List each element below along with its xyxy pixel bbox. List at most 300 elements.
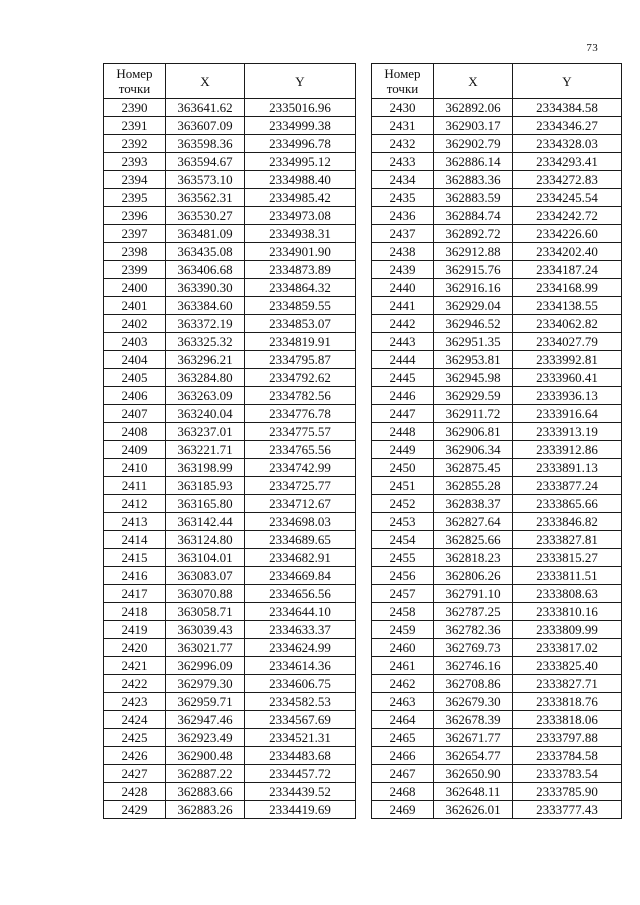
x-coordinate-cell: 363594.67 — [166, 153, 245, 171]
header-point-line1: Номер — [116, 66, 153, 81]
table-row — [372, 261, 622, 279]
y-coordinate-cell: 2334656.56 — [245, 585, 356, 603]
header-point-number — [104, 64, 166, 99]
point-number-cell: 2429 — [104, 801, 166, 819]
x-coordinate-cell: 362953.81 — [434, 351, 513, 369]
table-row — [104, 99, 356, 117]
table-row — [372, 459, 622, 477]
y-coordinate-cell: 2334873.89 — [245, 261, 356, 279]
x-coordinate-cell: 362912.88 — [434, 243, 513, 261]
table-row — [372, 207, 622, 225]
y-coordinate-cell: 2334457.72 — [245, 765, 356, 783]
table-row — [104, 585, 356, 603]
x-coordinate-cell: 363221.71 — [166, 441, 245, 459]
x-coordinate-cell: 363598.36 — [166, 135, 245, 153]
y-coordinate-cell: 2334328.03 — [513, 135, 622, 153]
y-coordinate-cell: 2334782.56 — [245, 387, 356, 405]
y-coordinate-cell: 2333891.13 — [513, 459, 622, 477]
x-coordinate-cell: 362884.74 — [434, 207, 513, 225]
x-coordinate-cell: 363240.04 — [166, 405, 245, 423]
table-row — [372, 315, 622, 333]
point-number-cell: 2397 — [104, 225, 166, 243]
x-coordinate-cell: 362946.52 — [434, 315, 513, 333]
x-coordinate-cell: 363390.30 — [166, 279, 245, 297]
y-coordinate-cell: 2333815.27 — [513, 549, 622, 567]
point-number-cell: 2447 — [372, 405, 434, 423]
point-number-cell: 2430 — [372, 99, 434, 117]
y-coordinate-cell: 2333936.13 — [513, 387, 622, 405]
table-row — [104, 243, 356, 261]
point-number-cell: 2428 — [104, 783, 166, 801]
x-coordinate-cell: 362886.14 — [434, 153, 513, 171]
y-coordinate-cell: 2334988.40 — [245, 171, 356, 189]
table-row — [372, 531, 622, 549]
table-header-row — [104, 64, 356, 99]
table-row — [372, 171, 622, 189]
point-number-cell: 2395 — [104, 189, 166, 207]
table-row — [104, 369, 356, 387]
table-row — [104, 639, 356, 657]
x-coordinate-cell: 363284.80 — [166, 369, 245, 387]
x-coordinate-cell: 362746.16 — [434, 657, 513, 675]
point-number-cell: 2394 — [104, 171, 166, 189]
y-coordinate-cell: 2333808.63 — [513, 585, 622, 603]
y-coordinate-cell: 2334633.37 — [245, 621, 356, 639]
x-coordinate-cell: 363481.09 — [166, 225, 245, 243]
table-header-row — [372, 64, 622, 99]
point-number-cell: 2459 — [372, 621, 434, 639]
x-coordinate-cell: 363198.99 — [166, 459, 245, 477]
x-coordinate-cell: 362838.37 — [434, 495, 513, 513]
y-coordinate-cell: 2334765.56 — [245, 441, 356, 459]
table-row — [104, 675, 356, 693]
point-number-cell: 2414 — [104, 531, 166, 549]
x-coordinate-cell: 362708.86 — [434, 675, 513, 693]
y-coordinate-cell: 2333817.02 — [513, 639, 622, 657]
y-coordinate-cell: 2334996.78 — [245, 135, 356, 153]
point-number-cell: 2453 — [372, 513, 434, 531]
x-coordinate-cell: 363083.07 — [166, 567, 245, 585]
y-coordinate-cell: 2334346.27 — [513, 117, 622, 135]
table-row — [104, 603, 356, 621]
table-row — [104, 261, 356, 279]
table-row — [104, 297, 356, 315]
header-point-number — [372, 64, 434, 99]
table-row — [372, 333, 622, 351]
x-coordinate-cell: 362855.28 — [434, 477, 513, 495]
x-coordinate-cell: 362906.81 — [434, 423, 513, 441]
y-coordinate-cell: 2334689.65 — [245, 531, 356, 549]
table-row — [372, 243, 622, 261]
x-coordinate-cell: 362929.59 — [434, 387, 513, 405]
x-coordinate-cell: 363406.68 — [166, 261, 245, 279]
y-coordinate-cell: 2334582.53 — [245, 693, 356, 711]
table-row — [104, 117, 356, 135]
y-coordinate-cell: 2333960.41 — [513, 369, 622, 387]
point-number-cell: 2468 — [372, 783, 434, 801]
x-coordinate-cell: 363296.21 — [166, 351, 245, 369]
x-coordinate-cell: 362902.79 — [434, 135, 513, 153]
point-number-cell: 2454 — [372, 531, 434, 549]
x-coordinate-cell: 362915.76 — [434, 261, 513, 279]
x-coordinate-cell: 363185.93 — [166, 477, 245, 495]
point-number-cell: 2440 — [372, 279, 434, 297]
table-row — [104, 513, 356, 531]
y-coordinate-cell: 2333818.76 — [513, 693, 622, 711]
x-coordinate-cell: 362959.71 — [166, 693, 245, 711]
point-number-cell: 2464 — [372, 711, 434, 729]
x-coordinate-cell: 363607.09 — [166, 117, 245, 135]
table-row — [104, 621, 356, 639]
point-number-cell: 2439 — [372, 261, 434, 279]
y-coordinate-cell: 2334062.82 — [513, 315, 622, 333]
point-number-cell: 2418 — [104, 603, 166, 621]
table-row — [104, 405, 356, 423]
x-coordinate-cell: 363641.62 — [166, 99, 245, 117]
table-row — [104, 459, 356, 477]
x-coordinate-cell: 362900.48 — [166, 747, 245, 765]
point-number-cell: 2424 — [104, 711, 166, 729]
y-coordinate-cell: 2333916.64 — [513, 405, 622, 423]
y-coordinate-cell: 2334795.87 — [245, 351, 356, 369]
table-row — [104, 351, 356, 369]
y-coordinate-cell: 2334776.78 — [245, 405, 356, 423]
y-coordinate-cell: 2334242.72 — [513, 207, 622, 225]
page-number: 73 — [586, 42, 598, 54]
x-coordinate-cell: 362883.59 — [434, 189, 513, 207]
point-number-cell: 2461 — [372, 657, 434, 675]
point-number-cell: 2406 — [104, 387, 166, 405]
table-row — [104, 423, 356, 441]
y-coordinate-cell: 2333992.81 — [513, 351, 622, 369]
point-number-cell: 2422 — [104, 675, 166, 693]
x-coordinate-cell: 362825.66 — [434, 531, 513, 549]
point-number-cell: 2421 — [104, 657, 166, 675]
table-row — [372, 279, 622, 297]
point-number-cell: 2396 — [104, 207, 166, 225]
table-row — [104, 729, 356, 747]
x-coordinate-cell: 362654.77 — [434, 747, 513, 765]
x-coordinate-cell: 362883.36 — [434, 171, 513, 189]
table-row — [372, 675, 622, 693]
y-coordinate-cell: 2334864.32 — [245, 279, 356, 297]
x-coordinate-cell: 362875.45 — [434, 459, 513, 477]
table-row — [104, 747, 356, 765]
point-number-cell: 2401 — [104, 297, 166, 315]
x-coordinate-cell: 363124.80 — [166, 531, 245, 549]
y-coordinate-cell: 2334853.07 — [245, 315, 356, 333]
table-row — [104, 279, 356, 297]
header-point-line1: Номер — [384, 66, 421, 81]
header-point-line2: точки — [118, 81, 151, 96]
point-number-cell: 2402 — [104, 315, 166, 333]
y-coordinate-cell: 2333825.40 — [513, 657, 622, 675]
y-coordinate-cell: 2333809.99 — [513, 621, 622, 639]
point-number-cell: 2405 — [104, 369, 166, 387]
table-row — [372, 801, 622, 819]
point-number-cell: 2398 — [104, 243, 166, 261]
x-coordinate-cell: 362769.73 — [434, 639, 513, 657]
y-coordinate-cell: 2334819.91 — [245, 333, 356, 351]
table-row — [372, 639, 622, 657]
x-coordinate-cell: 362671.77 — [434, 729, 513, 747]
x-coordinate-cell: 363165.80 — [166, 495, 245, 513]
point-number-cell: 2392 — [104, 135, 166, 153]
x-coordinate-cell: 362648.11 — [434, 783, 513, 801]
point-number-cell: 2433 — [372, 153, 434, 171]
table-row — [372, 477, 622, 495]
table-row — [372, 189, 622, 207]
y-coordinate-cell: 2333865.66 — [513, 495, 622, 513]
table-row — [372, 441, 622, 459]
y-coordinate-cell: 2333785.90 — [513, 783, 622, 801]
table-row — [372, 153, 622, 171]
y-coordinate-cell: 2334938.31 — [245, 225, 356, 243]
table-row — [104, 189, 356, 207]
table-row — [372, 297, 622, 315]
y-coordinate-cell: 2334973.08 — [245, 207, 356, 225]
point-number-cell: 2420 — [104, 639, 166, 657]
y-coordinate-cell: 2334682.91 — [245, 549, 356, 567]
table-row — [104, 225, 356, 243]
point-number-cell: 2435 — [372, 189, 434, 207]
point-number-cell: 2462 — [372, 675, 434, 693]
table-row — [372, 117, 622, 135]
x-coordinate-cell: 363039.43 — [166, 621, 245, 639]
y-coordinate-cell: 2334483.68 — [245, 747, 356, 765]
table-row — [372, 711, 622, 729]
point-number-cell: 2407 — [104, 405, 166, 423]
point-number-cell: 2463 — [372, 693, 434, 711]
x-coordinate-cell: 362945.98 — [434, 369, 513, 387]
table-row — [372, 567, 622, 585]
y-coordinate-cell: 2334419.69 — [245, 801, 356, 819]
table-row — [372, 495, 622, 513]
point-number-cell: 2469 — [372, 801, 434, 819]
x-coordinate-cell: 363325.32 — [166, 333, 245, 351]
x-coordinate-cell: 363104.01 — [166, 549, 245, 567]
table-row — [104, 567, 356, 585]
table-row — [372, 99, 622, 117]
y-coordinate-cell: 2333827.71 — [513, 675, 622, 693]
table-row — [372, 513, 622, 531]
x-coordinate-cell: 363372.19 — [166, 315, 245, 333]
point-number-cell: 2409 — [104, 441, 166, 459]
y-coordinate-cell: 2333827.81 — [513, 531, 622, 549]
table-row — [372, 405, 622, 423]
point-number-cell: 2390 — [104, 99, 166, 117]
point-number-cell: 2436 — [372, 207, 434, 225]
table-row — [372, 423, 622, 441]
point-number-cell: 2455 — [372, 549, 434, 567]
point-number-cell: 2451 — [372, 477, 434, 495]
table-row — [372, 585, 622, 603]
point-number-cell: 2446 — [372, 387, 434, 405]
table-row — [372, 693, 622, 711]
x-coordinate-cell: 362951.35 — [434, 333, 513, 351]
point-number-cell: 2431 — [372, 117, 434, 135]
table-row — [104, 531, 356, 549]
table-row — [372, 729, 622, 747]
x-coordinate-cell: 363070.88 — [166, 585, 245, 603]
x-coordinate-cell: 362996.09 — [166, 657, 245, 675]
y-coordinate-cell: 2334712.67 — [245, 495, 356, 513]
y-coordinate-cell: 2334226.60 — [513, 225, 622, 243]
table-row — [372, 369, 622, 387]
point-number-cell: 2456 — [372, 567, 434, 585]
table-row — [372, 225, 622, 243]
x-coordinate-cell: 362883.66 — [166, 783, 245, 801]
y-coordinate-cell: 2335016.96 — [245, 99, 356, 117]
table-row — [104, 711, 356, 729]
y-coordinate-cell: 2334245.54 — [513, 189, 622, 207]
table-row — [104, 153, 356, 171]
point-number-cell: 2408 — [104, 423, 166, 441]
table-row — [372, 783, 622, 801]
point-number-cell: 2449 — [372, 441, 434, 459]
x-coordinate-cell: 362906.34 — [434, 441, 513, 459]
y-coordinate-cell: 2334742.99 — [245, 459, 356, 477]
y-coordinate-cell: 2334567.69 — [245, 711, 356, 729]
x-coordinate-cell: 362916.16 — [434, 279, 513, 297]
point-number-cell: 2423 — [104, 693, 166, 711]
header-y: Y — [245, 64, 356, 99]
table-row — [104, 333, 356, 351]
y-coordinate-cell: 2334293.41 — [513, 153, 622, 171]
y-coordinate-cell: 2334644.10 — [245, 603, 356, 621]
x-coordinate-cell: 362923.49 — [166, 729, 245, 747]
y-coordinate-cell: 2333913.19 — [513, 423, 622, 441]
point-number-cell: 2432 — [372, 135, 434, 153]
table-body-left — [104, 99, 356, 819]
point-number-cell: 2426 — [104, 747, 166, 765]
point-number-cell: 2466 — [372, 747, 434, 765]
point-number-cell: 2452 — [372, 495, 434, 513]
y-coordinate-cell: 2334775.57 — [245, 423, 356, 441]
y-coordinate-cell: 2334725.77 — [245, 477, 356, 495]
point-number-cell: 2417 — [104, 585, 166, 603]
table-row — [372, 351, 622, 369]
y-coordinate-cell: 2334138.55 — [513, 297, 622, 315]
coordinates-table-right — [371, 63, 622, 819]
point-number-cell: 2391 — [104, 117, 166, 135]
point-number-cell: 2448 — [372, 423, 434, 441]
x-coordinate-cell: 363263.09 — [166, 387, 245, 405]
table-row — [104, 549, 356, 567]
header-y: Y — [513, 64, 622, 99]
x-coordinate-cell: 362887.22 — [166, 765, 245, 783]
table-row — [104, 315, 356, 333]
point-number-cell: 2403 — [104, 333, 166, 351]
point-number-cell: 2458 — [372, 603, 434, 621]
y-coordinate-cell: 2334202.40 — [513, 243, 622, 261]
y-coordinate-cell: 2333877.24 — [513, 477, 622, 495]
x-coordinate-cell: 362818.23 — [434, 549, 513, 567]
x-coordinate-cell: 362947.46 — [166, 711, 245, 729]
point-number-cell: 2393 — [104, 153, 166, 171]
y-coordinate-cell: 2334624.99 — [245, 639, 356, 657]
x-coordinate-cell: 362979.30 — [166, 675, 245, 693]
header-x: X — [434, 64, 513, 99]
y-coordinate-cell: 2333811.51 — [513, 567, 622, 585]
header-x: X — [166, 64, 245, 99]
x-coordinate-cell: 363058.71 — [166, 603, 245, 621]
point-number-cell: 2445 — [372, 369, 434, 387]
y-coordinate-cell: 2333912.86 — [513, 441, 622, 459]
table-row — [104, 171, 356, 189]
y-coordinate-cell: 2334606.75 — [245, 675, 356, 693]
x-coordinate-cell: 362782.36 — [434, 621, 513, 639]
point-number-cell: 2404 — [104, 351, 166, 369]
x-coordinate-cell: 363562.31 — [166, 189, 245, 207]
x-coordinate-cell: 362827.64 — [434, 513, 513, 531]
y-coordinate-cell: 2333846.82 — [513, 513, 622, 531]
x-coordinate-cell: 363435.08 — [166, 243, 245, 261]
x-coordinate-cell: 363237.01 — [166, 423, 245, 441]
point-number-cell: 2415 — [104, 549, 166, 567]
table-row — [104, 801, 356, 819]
point-number-cell: 2412 — [104, 495, 166, 513]
x-coordinate-cell: 362806.26 — [434, 567, 513, 585]
table-row — [104, 207, 356, 225]
y-coordinate-cell: 2333810.16 — [513, 603, 622, 621]
x-coordinate-cell: 362903.17 — [434, 117, 513, 135]
table-row — [372, 657, 622, 675]
point-number-cell: 2442 — [372, 315, 434, 333]
table-row — [104, 387, 356, 405]
y-coordinate-cell: 2334168.99 — [513, 279, 622, 297]
x-coordinate-cell: 362911.72 — [434, 405, 513, 423]
x-coordinate-cell: 362650.90 — [434, 765, 513, 783]
x-coordinate-cell: 362678.39 — [434, 711, 513, 729]
point-number-cell: 2443 — [372, 333, 434, 351]
x-coordinate-cell: 362883.26 — [166, 801, 245, 819]
table-row — [104, 783, 356, 801]
table-row — [372, 603, 622, 621]
table-row — [104, 441, 356, 459]
point-number-cell: 2450 — [372, 459, 434, 477]
x-coordinate-cell: 362787.25 — [434, 603, 513, 621]
point-number-cell: 2419 — [104, 621, 166, 639]
x-coordinate-cell: 362679.30 — [434, 693, 513, 711]
x-coordinate-cell: 362626.01 — [434, 801, 513, 819]
point-number-cell: 2411 — [104, 477, 166, 495]
point-number-cell: 2438 — [372, 243, 434, 261]
table-row — [372, 621, 622, 639]
point-number-cell: 2434 — [372, 171, 434, 189]
table-row — [104, 495, 356, 513]
y-coordinate-cell: 2334384.58 — [513, 99, 622, 117]
y-coordinate-cell: 2334614.36 — [245, 657, 356, 675]
y-coordinate-cell: 2333818.06 — [513, 711, 622, 729]
y-coordinate-cell: 2334698.03 — [245, 513, 356, 531]
x-coordinate-cell: 363021.77 — [166, 639, 245, 657]
y-coordinate-cell: 2334521.31 — [245, 729, 356, 747]
y-coordinate-cell: 2334272.83 — [513, 171, 622, 189]
y-coordinate-cell: 2334439.52 — [245, 783, 356, 801]
table-row — [104, 657, 356, 675]
table-row — [372, 135, 622, 153]
y-coordinate-cell: 2334792.62 — [245, 369, 356, 387]
y-coordinate-cell: 2334985.42 — [245, 189, 356, 207]
point-number-cell: 2413 — [104, 513, 166, 531]
x-coordinate-cell: 363530.27 — [166, 207, 245, 225]
y-coordinate-cell: 2334027.79 — [513, 333, 622, 351]
point-number-cell: 2400 — [104, 279, 166, 297]
y-coordinate-cell: 2334187.24 — [513, 261, 622, 279]
y-coordinate-cell: 2334859.55 — [245, 297, 356, 315]
y-coordinate-cell: 2333783.54 — [513, 765, 622, 783]
